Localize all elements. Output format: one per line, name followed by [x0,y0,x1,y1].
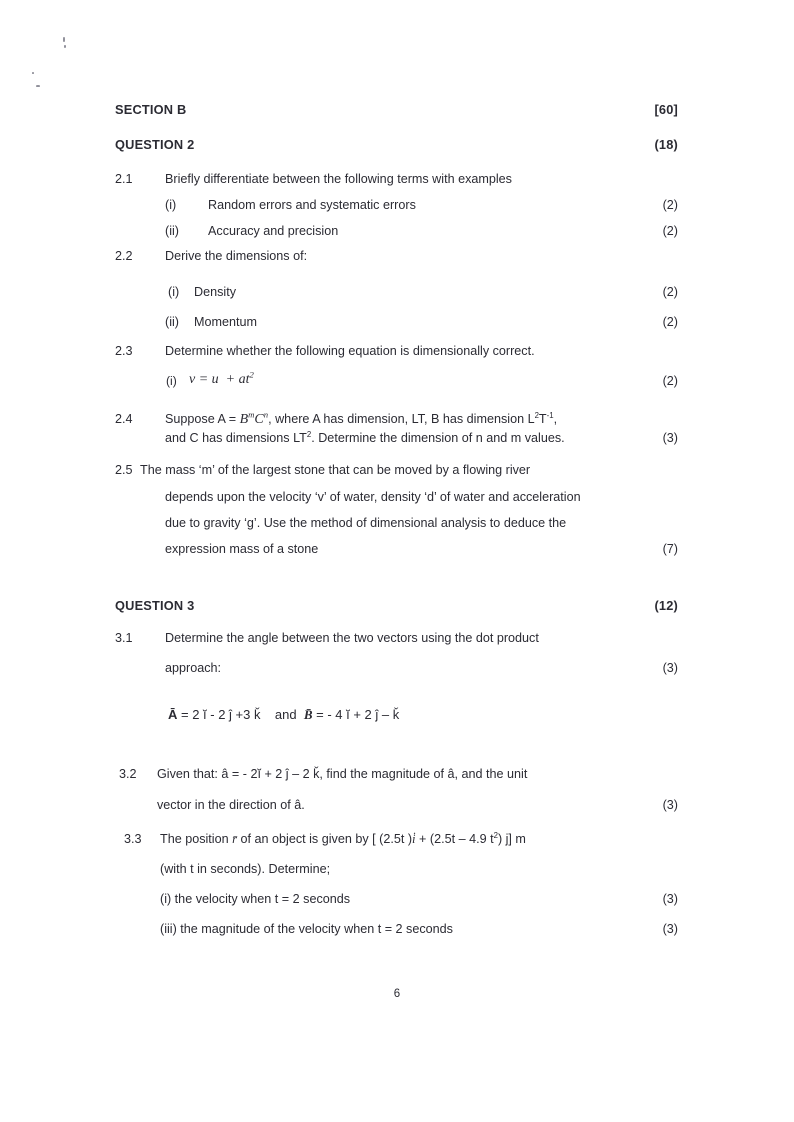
section-marks: [60] [654,102,678,117]
subitem-marks: (2) [662,224,678,238]
item-text-line3: due to gravity ‘g’. Use the method of dimensional analysis to deduce the [165,516,567,530]
item-marks: (3) [662,431,678,445]
subitem-marks: (3) [662,892,678,906]
question-2-marks: (18) [654,137,678,152]
item-text: Determine whether the following equation is dimensionally correct. [165,344,535,358]
subitem-text: Density [194,285,236,299]
scan-speck [32,72,34,74]
equation-label: (i) [166,374,177,388]
subitem-label: (ii) [165,315,179,329]
item-text-line1: Determine the angle between the two vectors using the dot product [165,631,539,645]
equation-marks: (2) [662,374,678,388]
subitem-text: (i) the velocity when t = 2 seconds [160,892,351,906]
subitem-marks: (3) [662,922,678,936]
subitem-marks: (2) [662,285,678,299]
item-text-line2: depends upon the velocity ‘v’ of water, density ‘d’ of water and acceleration [165,490,581,504]
subitem-label: (i) [168,285,180,299]
question-3-marks: (12) [654,598,678,613]
item-number: 2.1 [115,172,133,186]
subitem-text: Random errors and systematic errors [208,198,416,212]
item-number: 2.2 [115,249,133,263]
item-text-line2: approach: [165,661,222,675]
item-number: 3.2 [119,767,137,781]
section-title: SECTION B [115,102,187,117]
subitem-marks: (2) [662,198,678,212]
item-marks: (7) [662,542,678,556]
page-number: 6 [393,988,401,1000]
subitem-text: (iii) the magnitude of the velocity when t = 2 seconds [160,922,453,936]
vector-equation: Ā = 2 ĭ - 2 ĵ +3 ǩ and B̄ = - 4 ĭ + 2 ĵ – ǩ [168,707,400,722]
item-text-line2: vector in the direction of â. [157,798,305,812]
question-3-title: QUESTION 3 [115,598,195,613]
item-number: 3.1 [115,631,133,645]
scan-speck [63,37,65,42]
item-text-line2: (with t in seconds). Determine; [160,862,331,876]
item-text: Briefly differentiate between the following terms with examples [165,172,512,186]
subitem-text: Accuracy and precision [208,224,339,238]
item-text-line1: Given that: â = - 2ĭ + 2 ĵ – 2 ǩ, find the magnitude of â, and the unit [157,767,528,781]
item-text: Derive the dimensions of: [165,249,308,263]
item-number: 3.3 [124,832,142,846]
item-text-line1: The mass ‘m’ of the largest stone that can be moved by a flowing river [140,463,531,477]
scan-speck [64,45,66,48]
question-2-title: QUESTION 2 [115,137,195,152]
scan-speck [36,85,40,87]
subitem-label: (ii) [165,224,179,238]
item-text-line1: Suppose $A = B^mC^n$, where A has dimension, LT, B has dimension $L^2T^{-1}$, [165,409,558,427]
subitem-text: Momentum [194,315,257,329]
equation-2-3: $v = u + at^2$ [189,369,254,387]
subitem-label: (i) [165,198,177,212]
item-text-line2: and C has dimensions $LT^2$. Determine the dimension of n and m values. [165,429,565,445]
subitem-marks: (2) [662,315,678,329]
item-text-line4: expression mass of a stone [165,542,319,556]
item-marks: (3) [662,661,678,675]
item-number: 2.3 [115,344,133,358]
item-marks: (3) [662,798,678,812]
item-number: 2.5 [115,463,133,477]
item-number: 2.4 [115,412,133,426]
item-text-line1: The position r̄ of an object is given by [ (2.5t )i̇ + (2.5t – 4.9 $t^2$) j] m [160,830,526,846]
